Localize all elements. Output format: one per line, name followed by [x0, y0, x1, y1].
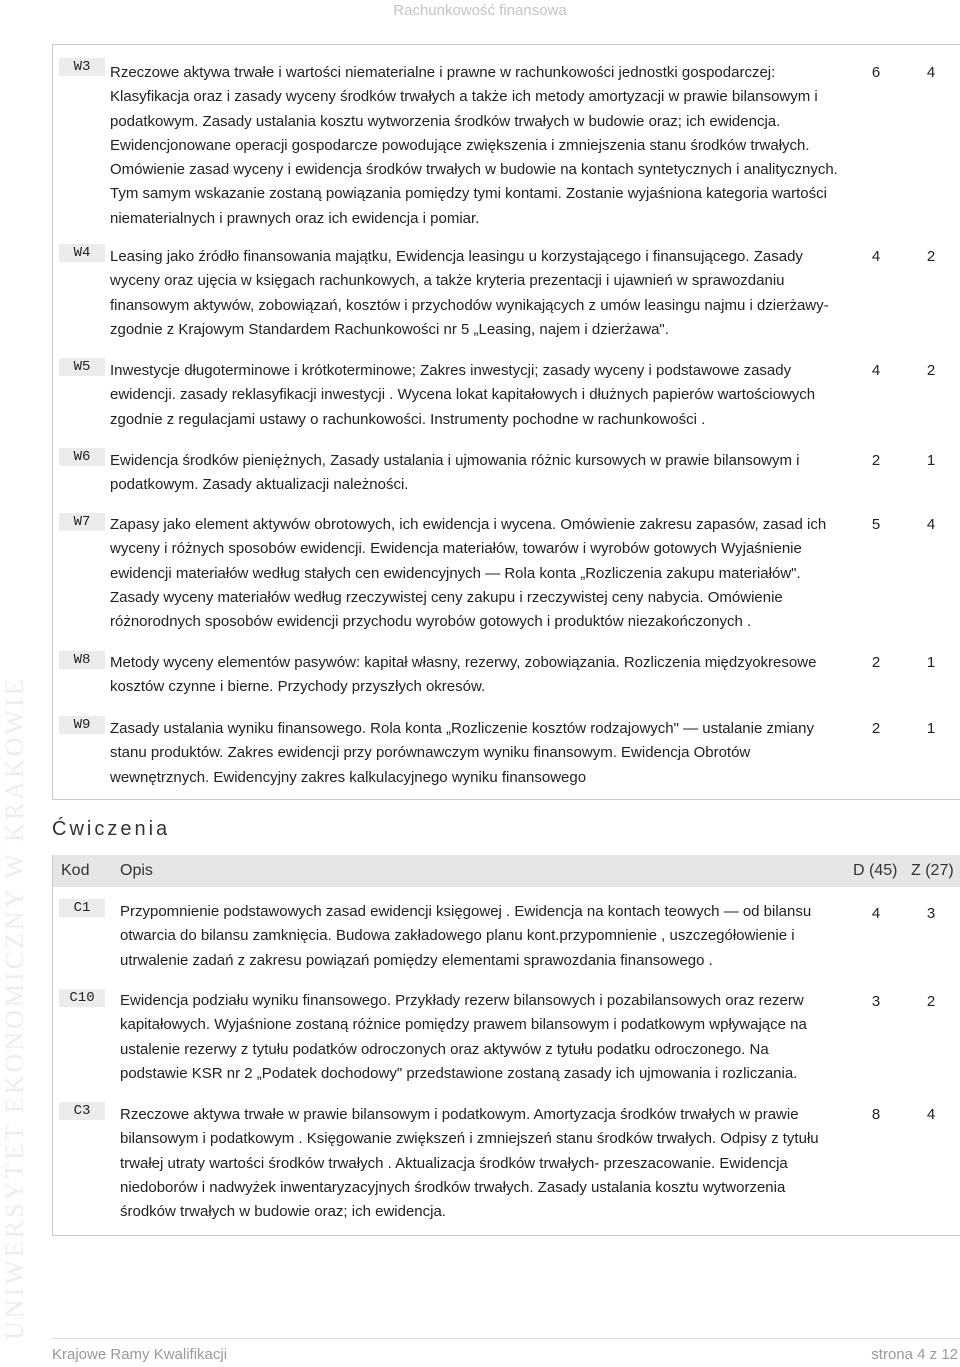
row-description: Metody wyceny elementów pasywów: kapitał własny, rezerwy, zobowiązania. Rozliczenia międzyokresowe kosztów czynne i bierne. Przychody przyszłych okresów.	[110, 654, 817, 696]
footer-divider	[52, 1338, 960, 1339]
section-title-exercises: Ćwiczenia	[52, 818, 171, 840]
row-z-hours: 1	[926, 452, 936, 469]
row-code: C1	[59, 899, 105, 917]
row-z-hours: 1	[926, 654, 936, 671]
row-code: W7	[59, 513, 105, 531]
row-code: W6	[59, 448, 105, 466]
row-z-hours: 4	[926, 64, 936, 81]
row-d-hours: 4	[871, 248, 881, 265]
header-description: Opis	[120, 862, 153, 879]
row-description: Inwestycje długoterminowe i krótkoterminowe; Zakres inwestycji; zasady wyceny i podstawowe zasady ewidencji. zasady reklasyfikacji inwestycji . Wycena lokat kapitałowych i dłużnych papierów wartościowych zgodnie z regulacjami ustawy o rachunkowości. Instrumenty pochodne w rachunkowości .	[110, 362, 816, 428]
footer-page-number: strona 4 z 12	[871, 1346, 958, 1363]
row-d-hours: 2	[871, 654, 881, 671]
row-z-hours: 1	[926, 720, 936, 737]
row-d-hours: 5	[871, 516, 881, 533]
row-description: Przypomnienie podstawowych zasad ewidencji księgowej . Ewidencja na kontach teowych — od bilansu otwarcia do bilansu zamknięcia. Budowa zakładowego planu kont.przypomnienie , uszczegółowienie i utrwalenie zadań z zakresu powiązań pomiędzy elementami sprawozdania finansowego .	[120, 903, 812, 969]
row-z-hours: 4	[926, 516, 936, 533]
lectures-table	[52, 44, 960, 800]
row-d-hours: 6	[871, 64, 881, 81]
row-code: W8	[59, 651, 105, 669]
row-z-hours: 3	[926, 905, 936, 922]
row-description: Ewidencja podziału wyniku finansowego. Przykłady rezerw bilansowych i pozabilansowych oraz rezerw kapitałowych. Wyjaśnione zostaną różnice pomiędzy prawem bilansowym i podatkowym wpływające na ustalenie rezerwy z tytułu podatków odroczonych oraz aktywów z tytułu podatku odroczonego. Na podstawie KSR nr 2 „Podatek dochodowy" przedstawione zostaną zasady ich ujmowania i rozliczania.	[120, 992, 807, 1082]
row-description: Ewidencja środków pieniężnych, Zasady ustalania i ujmowania różnic kursowych w prawie bilansowym i podatkowym. Zasady aktualizacji należności.	[110, 452, 800, 494]
row-d-hours: 4	[871, 905, 881, 922]
row-z-hours: 2	[926, 993, 936, 1010]
exercises-table	[52, 855, 960, 1236]
header-z-hours: Z (27)	[911, 862, 954, 879]
row-code: W3	[59, 58, 105, 76]
row-code: C3	[59, 1102, 105, 1120]
page-header-title: Rachunkowość finansowa	[393, 2, 567, 19]
row-z-hours: 4	[926, 1106, 936, 1123]
row-d-hours: 3	[871, 993, 881, 1010]
row-z-hours: 2	[926, 248, 936, 265]
row-d-hours: 2	[871, 452, 881, 469]
row-code: C10	[59, 989, 105, 1007]
header-d-hours: D (45)	[853, 862, 898, 879]
row-code: W5	[59, 358, 105, 376]
footer-framework-label: Krajowe Ramy Kwalifikacji	[52, 1346, 228, 1363]
table-header	[53, 855, 960, 887]
row-code: W9	[59, 716, 105, 734]
row-description: Zapasy jako element aktywów obrotowych, ich ewidencja i wycena. Omówienie zakresu zapasów, zasad ich wyceny i różnych sposobów ewidencji. Ewidencja materiałów, towarów i wyrobów gotowych Wyjaśnienie ewidencji materiałów według stałych cen ewidencyjnych — Rola konta „Rozliczenia zakupu materiałów". Zasady wyceny materiałów według rzeczywistej ceny zakupu i rzeczywistej ceny nabycia. Omówienie różnorodnych sposobów ewidencji przychodu wyrobów gotowych i produktów niezakończonych .	[110, 516, 827, 631]
row-code: W4	[59, 244, 105, 262]
row-description: Rzeczowe aktywa trwałe w prawie bilansowym i podatkowym. Amortyzacja środków trwałych w prawie bilansowym i podatkowym . Księgowanie zwiększeń i zmniejszeń stanu środków trwałych. Odpisy z tytułu trwałej utraty wartości środków trwałych . Aktualizacja środków trwałych- przeszacowanie. Ewidencja niedoborów i nadwyżek inwentaryzacyjnych środków trwałych. Zasady ustalania kosztu wytworzenia środków trwałych w budowie oraz; ich ewidencja.	[120, 1106, 819, 1221]
row-description: Leasing jako źródło finansowania majątku, Ewidencja leasingu u korzystającego i finansującego. Zasady wyceny oraz ujęcia w księgach rachunkowych, a także kryteria prezentacji i ujawnień w sprawozdaniu finansowym aktywów, zobowiązań, kosztów i przychodów wynikających z umów leasingu najmu i dzierżawy- zgodnie z Krajowym Standardem Rachunkowości nr 5 „Leasing, najem i dzierżawa".	[110, 248, 829, 338]
row-z-hours: 2	[926, 362, 936, 379]
header-code: Kod	[61, 862, 90, 879]
university-watermark: UNIWERSYTET EKONOMICZNY W KRAKOWIE	[0, 676, 29, 1340]
row-description: Zasady ustalania wyniku finansowego. Rola konta „Rozliczenie kosztów rodzajowych" — ustalanie zmiany stanu produktów. Zakres ewidencji przy porównawczym wyniku finansowym. Ewidencja Obrotów wewnętrznych. Ewidencyjny zakres kalkulacyjnego wyniku finansowego	[110, 720, 814, 786]
row-description: Rzeczowe aktywa trwałe i wartości niematerialne i prawne w rachunkowości jednostki gospodarczej: Klasyfikacja oraz i zasady wyceny środków trwałych a także ich metody amortyzacji w prawie bilansowym i podatkowym. Zasady ustalania kosztu wytworzenia środków trwałych w budowie oraz; ich ewidencja. Ewidencjonowane operacji gospodarcze powodujące zwiększenia i zmniejszenia stanu środków trwałych. Omówienie zasad wyceny i ewidencja środków trwałych w budowie na kontach syntetycznych i analitycznych. Tym samym wskazanie zostaną powiązania pomiędzy tymi kontami. Zostanie wyjaśniona kategoria wartości niematerialnych i prawnych oraz ich ewidencja i pomiar.	[110, 64, 838, 227]
row-d-hours: 8	[871, 1106, 881, 1123]
row-d-hours: 4	[871, 362, 881, 379]
row-d-hours: 2	[871, 720, 881, 737]
